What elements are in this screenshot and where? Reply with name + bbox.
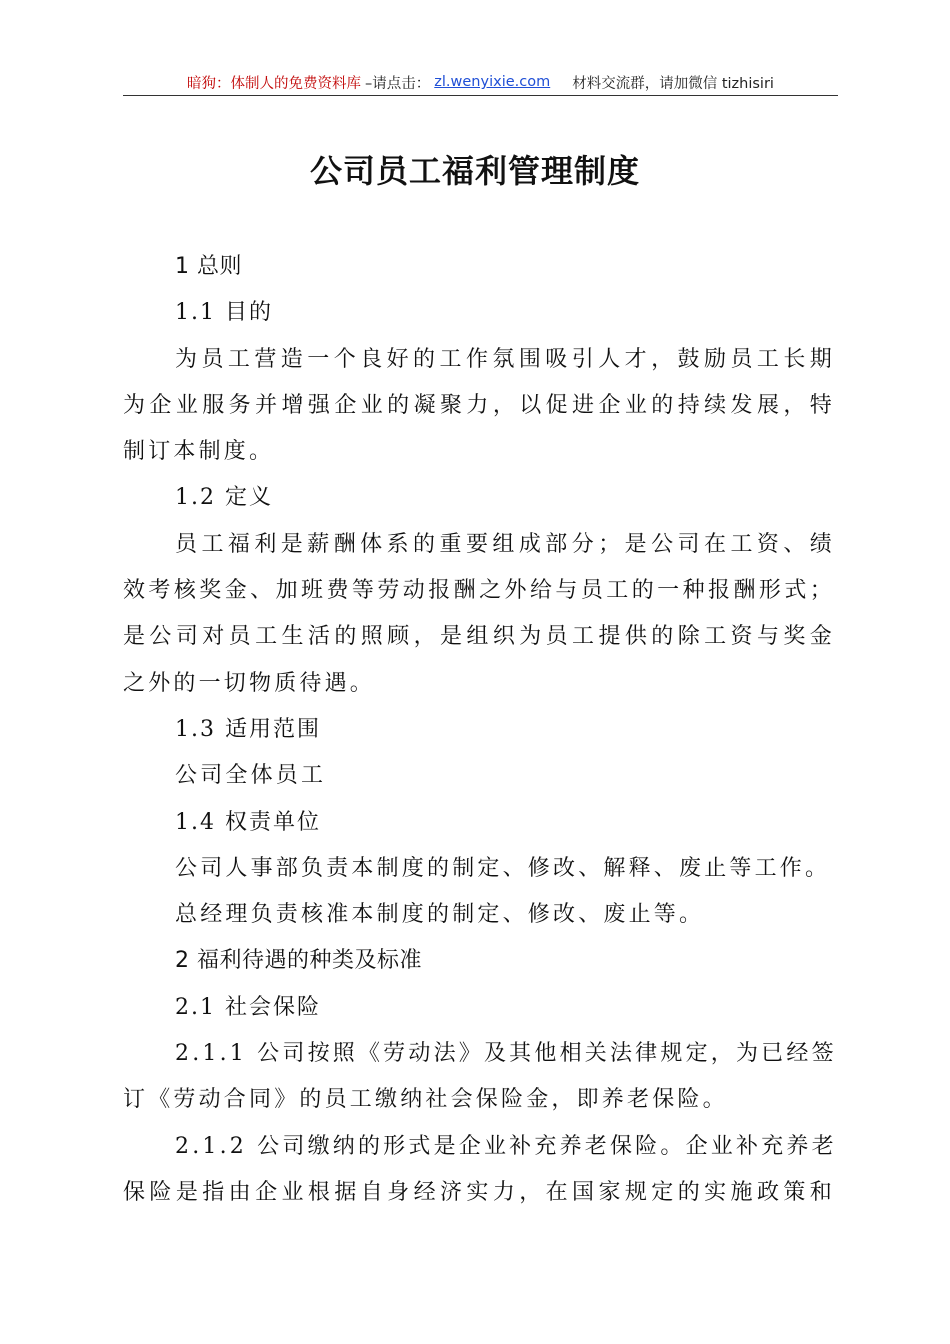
subsection-heading: 1.4 权责单位 <box>175 809 321 835</box>
section-heading: 1 总则 <box>175 254 242 279</box>
paragraph-line: 2.1.2 公司缴纳的形式是企业补充养老保险。企业补充养老 <box>175 1133 837 1159</box>
paragraph-line: 公司人事部负责本制度的制定、修改、解释、废止等工作。 <box>175 855 831 881</box>
header-click-prefix: –请点击： <box>365 75 431 92</box>
paragraph-line: 总经理负责核准本制度的制定、修改、废止等。 <box>175 902 705 928</box>
paragraph-line: 为企业服务并增强企业的凝聚力，以促进企业的持续发展，特 <box>123 392 835 418</box>
header-divider <box>123 95 838 96</box>
paragraph-line: 为员工营造一个良好的工作氛围吸引人才，鼓励员工长期 <box>175 346 835 372</box>
document-title: 公司员工福利管理制度 <box>309 152 640 190</box>
subsection-heading: 1.1 目的 <box>175 300 273 326</box>
header-link[interactable]: zl.wenyixie.com <box>434 74 551 90</box>
paragraph-line: 之外的一切物质待遇。 <box>123 670 376 696</box>
paragraph-line: 订《劳动合同》的员工缴纳社会保险金，即养老保险。 <box>123 1087 728 1113</box>
paragraph-line: 是公司对员工生活的照顾，是组织为员工提供的除工资与奖金 <box>123 624 835 650</box>
paragraph-line: 保险是指由企业根据自身经济实力，在国家规定的实施政策和 <box>123 1179 835 1205</box>
paragraph-line: 公司全体员工 <box>175 763 327 789</box>
header-group-info: 材料交流群，请加微信 tizhisiri <box>572 75 774 92</box>
subsection-heading: 1.3 适用范围 <box>175 716 321 742</box>
document-body <box>123 244 835 1216</box>
paragraph-line: 2.1.1 公司按照《劳动法》及其他相关法律规定，为已经签 <box>175 1041 837 1067</box>
paragraph-line: 效考核奖金、加班费等劳动报酬之外给与员工的一种报酬形式； <box>123 578 835 604</box>
paragraph-line: 制订本制度。 <box>123 439 275 465</box>
paragraph-line: 员工福利是薪酬体系的重要组成部分；是公司在工资、绩 <box>175 531 835 557</box>
subsection-heading: 1.2 定义 <box>175 485 273 511</box>
section-heading: 2 福利待遇的种类及标准 <box>175 948 422 974</box>
header-brand: 暗狗：体制人的免费资料库 <box>187 75 362 92</box>
page-header <box>123 70 838 94</box>
subsection-heading: 2.1 社会保险 <box>175 994 321 1020</box>
